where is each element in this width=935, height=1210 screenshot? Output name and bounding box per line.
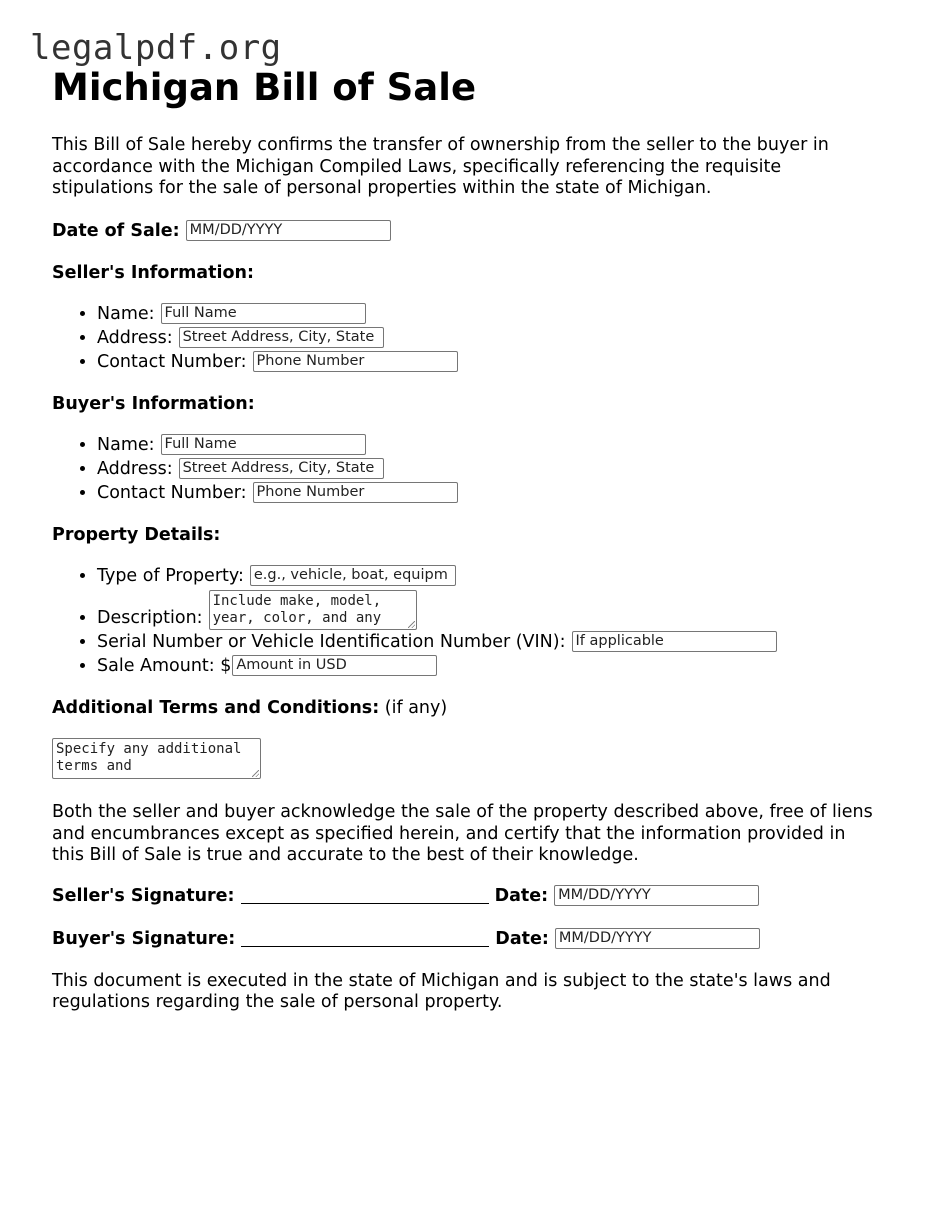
seller-date-input[interactable]: MM/DD/YYYY [554, 885, 759, 906]
list-item [97, 433, 882, 457]
buyer-date-label: Date: [495, 928, 549, 949]
document-body [52, 64, 882, 1014]
date-of-sale-label: Date of Sale: [52, 220, 180, 241]
list-item [97, 326, 882, 350]
list-item [97, 564, 882, 588]
serial-number-label: • Serial Number or Vehicle Identification Number (VIN): [97, 631, 566, 652]
serial-number-input[interactable]: If applicable [572, 631, 777, 652]
list-item [97, 457, 882, 481]
property-details-list [52, 564, 882, 678]
seller-contact-input[interactable]: Phone Number [253, 351, 458, 372]
buyer-date-input[interactable]: MM/DD/YYYY [555, 928, 760, 949]
buyer-address-input[interactable]: Street Address, City, State [179, 458, 384, 479]
intro-paragraph: This Bill of Sale hereby confirms the transfer of ownership from the seller to the buyer in accordance with the Michigan Compiled Laws, specifically referencing the requisite stipulations for the sale of personal properties within the state of Michigan. [52, 135, 829, 198]
property-description-textarea[interactable]: Include make, model, year, color, and any [209, 590, 417, 630]
seller-name-label: • Name: [97, 303, 155, 324]
closing-paragraph: This document is executed in the state of Michigan and is subject to the state's laws and regulations regarding the sale of personal property. [52, 970, 831, 1012]
acknowledgement-paragraph: Both the seller and buyer acknowledge the sale of the property described above, free of liens and encumbrances except as specified herein, and certify that the information provided in this Bill of Sale is true and accurate to the best of their knowledge. [52, 802, 873, 865]
property-type-label: • Type of Property: [97, 565, 244, 586]
list-item [97, 302, 882, 326]
seller-address-input[interactable]: Street Address, City, State [179, 327, 384, 348]
seller-date-label: Date: [494, 885, 549, 906]
list-item [97, 630, 882, 654]
seller-name-input[interactable]: Full Name [161, 303, 366, 324]
date-of-sale-input[interactable]: MM/DD/YYYY [186, 220, 391, 241]
sale-amount-label: • Sale Amount: $ [97, 655, 232, 676]
seller-address-label: • Address: [97, 327, 173, 348]
additional-terms-heading [52, 698, 882, 720]
additional-terms-label: Additional Terms and Conditions: [52, 697, 380, 718]
additional-terms-container [52, 738, 882, 779]
property-details-heading: Property Details: [52, 524, 221, 545]
additional-terms-textarea[interactable]: Specify any additional terms and [52, 738, 261, 779]
additional-terms-suffix: (if any) [384, 697, 448, 718]
buyer-address-label: • Address: [97, 458, 173, 479]
buyer-signature-line[interactable] [241, 931, 489, 947]
buyer-contact-input[interactable]: Phone Number [253, 482, 458, 503]
seller-contact-label: • Contact Number: [97, 351, 247, 372]
seller-signature-row [52, 884, 882, 908]
property-description-label: • Description: [97, 607, 203, 628]
watermark: legalpdf.org [30, 28, 282, 68]
seller-info-list [52, 302, 882, 374]
buyer-name-label: • Name: [97, 434, 155, 455]
seller-signature-label: Seller's Signature: [52, 885, 235, 906]
seller-info-heading: Seller's Information: [52, 262, 254, 283]
buyer-name-input[interactable]: Full Name [161, 434, 366, 455]
page-title: Michigan Bill of Sale [52, 66, 477, 109]
date-of-sale-row [52, 219, 882, 243]
seller-signature-line[interactable] [241, 888, 489, 904]
property-type-input[interactable]: e.g., vehicle, boat, equipm [250, 565, 456, 586]
buyer-info-list [52, 433, 882, 505]
list-item [97, 590, 882, 630]
list-item [97, 481, 882, 505]
list-item [97, 350, 882, 374]
buyer-signature-row [52, 927, 882, 951]
buyer-info-heading: Buyer's Information: [52, 393, 255, 414]
buyer-contact-label: • Contact Number: [97, 482, 247, 503]
sale-amount-input[interactable]: Amount in USD [232, 655, 437, 676]
buyer-signature-label: Buyer's Signature: [52, 928, 236, 949]
list-item [97, 654, 882, 678]
